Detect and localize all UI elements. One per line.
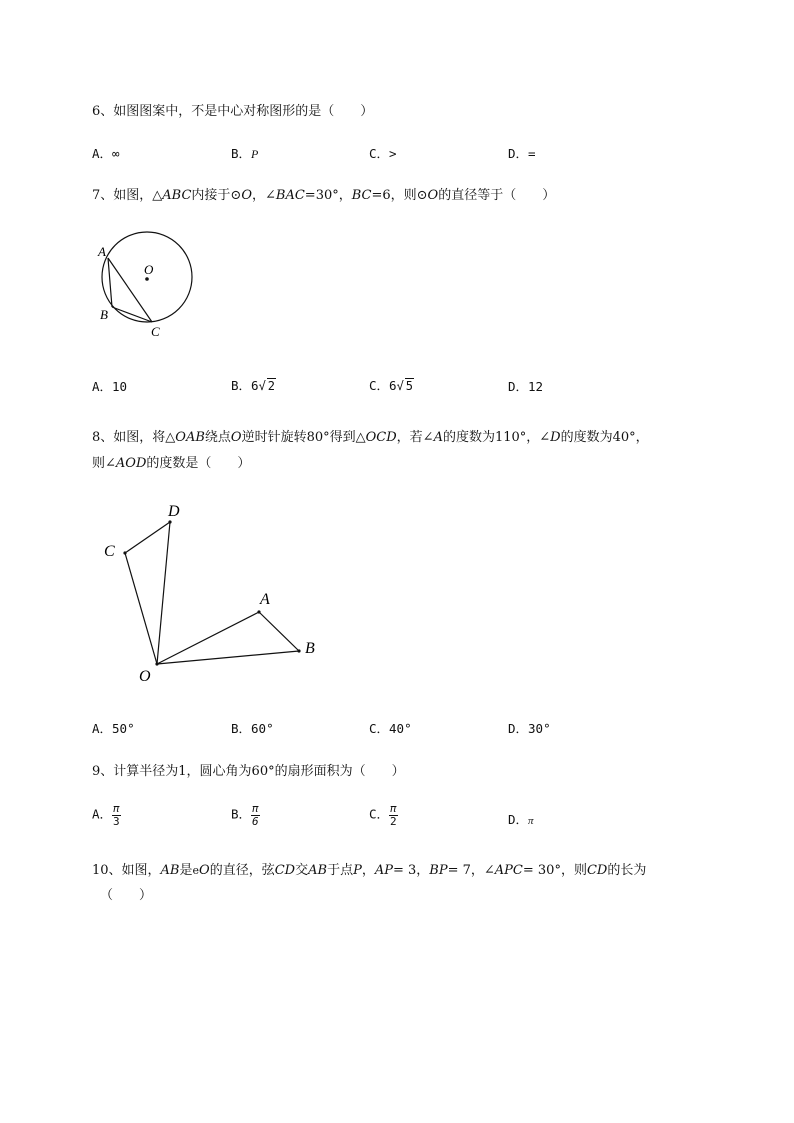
q7-stem [92, 184, 555, 203]
q8-aod: AOD [115, 456, 147, 471]
q7-o2: O [427, 188, 439, 203]
q8-l1-mid1: 绕点 [204, 430, 231, 445]
q7-o1: O [241, 188, 252, 203]
q10-stem-line1 [92, 859, 646, 878]
q7-abc: ABC [162, 188, 192, 203]
q10-bp-value: = 7，∠ [447, 863, 495, 878]
q9-option-a-num: π [113, 802, 120, 815]
q8-side-oc [125, 553, 157, 664]
q10-stem-line2: （ ） [100, 888, 153, 903]
q8-point-a [257, 610, 260, 613]
q8-stem-line2 [92, 452, 250, 471]
q9-option-c [369, 803, 398, 827]
q7-bac: BAC [275, 188, 305, 203]
q10-mid4: 于点 [327, 863, 354, 878]
q9-option-a-den: 3 [113, 814, 120, 828]
q7-bc: BC [351, 188, 372, 203]
q8-line1-prefix: 8、如图，将△ [92, 430, 176, 445]
q8-option-b: B．60° [231, 721, 274, 736]
q8-label-a: A [260, 591, 270, 608]
q8-l1-mid2: 逆时针旋转80°得到△ [241, 430, 366, 445]
q7-mid4: =6，则⊙ [371, 188, 428, 203]
q8-option-c: C．40° [369, 721, 412, 736]
q7-option-a: A．10 [92, 379, 128, 394]
q8-option-d: D．30° [508, 721, 551, 736]
q9-option-d-prefix: D． [508, 812, 529, 827]
q9-option-c-den: 2 [390, 814, 397, 828]
q10-cd1: CD [274, 863, 296, 878]
q6-option-b [231, 144, 258, 162]
q10-p: P [353, 863, 362, 878]
q8-l1-mid4: 的度数为110°，∠ [442, 430, 551, 445]
q8-label-b: B [305, 640, 315, 657]
q8-a: A [433, 430, 443, 445]
q6-option-b-glyph: P [251, 147, 259, 161]
q7-option-b-radicand: 2 [267, 379, 276, 393]
q9-stem: 9、计算半径为1，圆心角为60°的扇形面积为（ ） [92, 764, 405, 779]
q7-circle-figure [88, 224, 208, 344]
q8-point-b [297, 649, 300, 652]
q8-point-o [155, 662, 158, 665]
q10-mid5: ， [361, 863, 375, 878]
q8-option-a: A．50° [92, 721, 135, 736]
q7-label-b: B [100, 307, 108, 322]
q10-apc-value: = 30°，则 [522, 863, 587, 878]
q8-label-d: D [168, 503, 180, 520]
q7-label-a: A [98, 244, 106, 259]
q9-option-b-den: 6 [252, 814, 259, 828]
q9-option-b [231, 803, 260, 827]
q9-option-b-num: π [252, 802, 259, 815]
q8-ocd: OCD [365, 430, 397, 445]
q7-option-d: D．12 [508, 379, 544, 394]
q8-line2-prefix: 则∠ [92, 456, 116, 471]
q10-circle-symbol: e [192, 864, 200, 877]
q7-label-o: O [144, 262, 154, 277]
q8-line2-tail: 的度数是（ ） [146, 456, 251, 471]
q10-ap: AP [374, 863, 393, 878]
q6-option-b-prefix: B． [231, 146, 252, 161]
q10-prefix: 10、如图， [92, 863, 161, 878]
q7-mid3: =30°， [304, 188, 352, 203]
q9-option-a-prefix: A． [92, 806, 113, 822]
q8-oab: OAB [175, 430, 205, 445]
q7-center-point [145, 277, 149, 281]
q9-option-a [92, 803, 121, 827]
q7-stem-prefix: 7、如图，△ [92, 188, 163, 203]
q10-bp: BP [429, 863, 448, 878]
q9-option-d [508, 810, 534, 828]
q10-mid2: 的直径，弦 [209, 863, 275, 878]
q8-label-o: O [139, 668, 151, 685]
q7-tail: 的直径等于（ ） [438, 188, 556, 203]
q9-option-c-num: π [390, 802, 397, 815]
q8-stem-line1 [92, 426, 649, 445]
q9-option-d-value: π [528, 815, 534, 827]
q10-ab1: AB [160, 863, 180, 878]
q10-apc: APC [494, 863, 523, 878]
q7-option-c-radicand: 5 [405, 379, 414, 393]
q8-rotation-figure [96, 498, 336, 690]
q6-option-c: C．> [369, 146, 397, 161]
q10-ap-value: = 3， [392, 863, 430, 878]
q8-side-cd [125, 522, 170, 553]
q7-option-b-prefix: B．6 [231, 378, 259, 393]
q6-stem: 6、如图图案中，不是中心对称图形的是（ ） [92, 104, 374, 119]
q7-option-b: B．6√ 2 [231, 378, 276, 393]
q8-o: O [230, 430, 242, 445]
q8-l1-mid3: ，若∠ [396, 430, 434, 445]
q10-mid1: 是 [179, 863, 193, 878]
q8-d: D [550, 430, 561, 445]
q9-option-c-prefix: C． [369, 806, 390, 822]
q10-cd2: CD [586, 863, 608, 878]
q7-mid1: 内接于⊙ [191, 188, 242, 203]
q8-side-ab [259, 612, 299, 651]
q10-tail: 的长为 [607, 863, 647, 878]
q6-option-d: D．= [508, 146, 536, 161]
q8-side-do [157, 522, 170, 664]
q7-label-c: C [151, 324, 160, 339]
q8-point-d [168, 520, 171, 523]
q7-mid2: ，∠ [252, 188, 276, 203]
q9-option-b-prefix: B． [231, 806, 252, 822]
q6-option-a: A．∞ [92, 146, 120, 161]
q8-label-c: C [104, 543, 115, 560]
q10-ab2: AB [308, 863, 328, 878]
q10-mid3: 交 [295, 863, 309, 878]
q7-option-c-prefix: C．6 [369, 378, 397, 393]
q7-option-c: C．6√ 5 [369, 378, 414, 393]
q8-point-c [123, 551, 126, 554]
q8-l1-tail: 的度数为40°， [560, 430, 649, 445]
q10-o: O [199, 863, 210, 878]
